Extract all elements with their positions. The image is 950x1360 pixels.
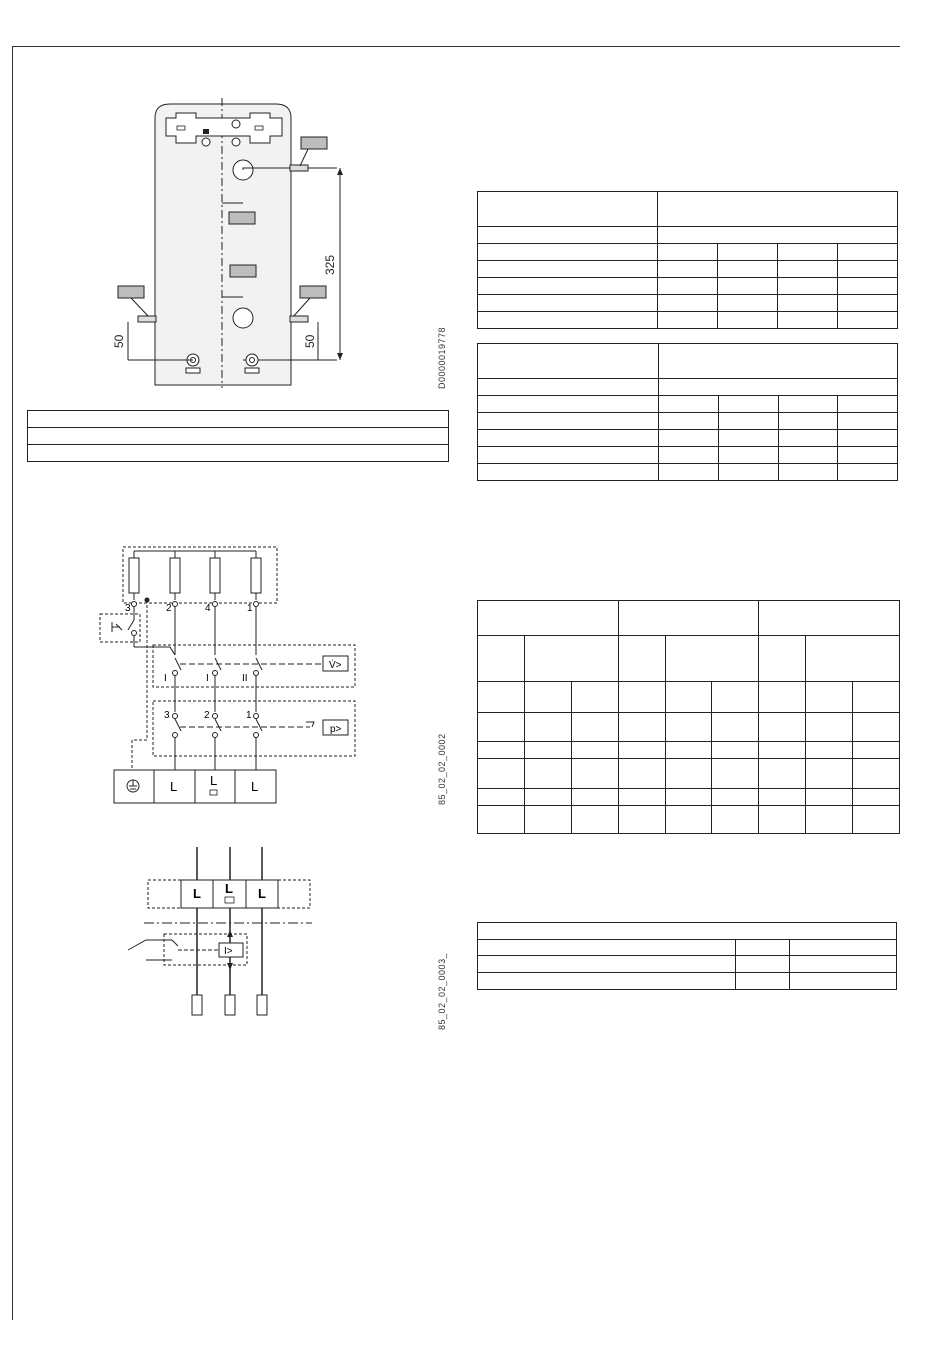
cutout-number: 3 xyxy=(164,710,170,721)
table-cell xyxy=(759,713,806,742)
table-cell xyxy=(853,806,900,834)
page-frame-top xyxy=(12,46,900,47)
table-cell xyxy=(478,413,659,430)
table-cell xyxy=(806,759,853,789)
table-cell xyxy=(658,295,718,312)
table-cell xyxy=(665,789,712,806)
table-header-cell xyxy=(524,636,618,682)
table-cell xyxy=(853,759,900,789)
table-cell xyxy=(838,396,898,413)
table-cell xyxy=(806,713,853,742)
terminal-label: L xyxy=(170,779,178,794)
table-cell xyxy=(659,464,719,481)
table-cell xyxy=(718,278,778,295)
bracket-screw-left xyxy=(202,138,210,146)
table-cell xyxy=(838,413,898,430)
relay-label: I> xyxy=(224,946,233,957)
table-cell xyxy=(853,742,900,759)
table-cell xyxy=(665,806,712,834)
pressure-switch-label: p> xyxy=(330,724,342,735)
table-cell xyxy=(712,759,759,789)
table-cell xyxy=(478,464,659,481)
table-cell xyxy=(478,940,736,956)
terminal-number: 3 xyxy=(125,603,131,614)
table-cell xyxy=(618,682,665,713)
label-box-right xyxy=(300,286,326,298)
table-header-cell xyxy=(618,601,759,636)
table-cell xyxy=(658,227,898,244)
table-cell xyxy=(778,430,838,447)
table-cell xyxy=(838,430,898,447)
table-cell xyxy=(658,278,718,295)
table-cell xyxy=(736,973,790,990)
table-cell xyxy=(571,789,618,806)
table-cell xyxy=(571,806,618,834)
table-cell xyxy=(478,312,658,329)
table-cell xyxy=(524,742,571,759)
spec-table-1 xyxy=(477,191,898,329)
table-cell xyxy=(718,312,778,329)
table-cell xyxy=(665,759,712,789)
terminal-label: L xyxy=(258,886,266,901)
table-cell xyxy=(618,759,665,789)
table-header-cell xyxy=(478,344,659,379)
terminal-label: L xyxy=(210,773,218,788)
table-cell xyxy=(658,312,718,329)
table-cell xyxy=(759,759,806,789)
load-shedding-diagram xyxy=(122,843,318,1018)
page-frame-left xyxy=(12,46,13,1320)
table-cell xyxy=(736,956,790,973)
pipe-right-upper xyxy=(290,165,308,171)
switch-label: II xyxy=(242,673,248,684)
table-cell xyxy=(618,806,665,834)
table-cell xyxy=(790,973,897,990)
table-cell xyxy=(718,244,778,261)
label-box-centre-lower xyxy=(230,265,256,277)
table-cell xyxy=(478,682,525,713)
table-header-cell xyxy=(658,192,898,227)
table-cell xyxy=(524,806,571,834)
heating-element-housing xyxy=(123,547,277,603)
table-cell xyxy=(28,411,449,428)
table-cell xyxy=(718,295,778,312)
table-cell xyxy=(478,806,525,834)
pipe-right-lower xyxy=(290,316,308,322)
table-cell xyxy=(778,312,838,329)
table-cell xyxy=(718,464,778,481)
table-cell xyxy=(571,682,618,713)
table-cell xyxy=(718,430,778,447)
table-cell xyxy=(718,447,778,464)
table-cell xyxy=(790,956,897,973)
table-header-cell xyxy=(759,636,806,682)
label-box-top-right xyxy=(301,137,327,149)
table-cell xyxy=(759,806,806,834)
table-cell xyxy=(806,789,853,806)
table-cell xyxy=(838,261,898,278)
switch-label: I xyxy=(206,673,209,684)
terminal-number: 1 xyxy=(247,603,253,614)
bracket-screw-top xyxy=(232,120,240,128)
label-box-left xyxy=(118,286,144,298)
table-cell xyxy=(838,464,898,481)
spec-table-4 xyxy=(477,922,897,990)
table-cell xyxy=(478,447,659,464)
table-cell xyxy=(478,430,659,447)
table-cell xyxy=(478,379,659,396)
table-cell xyxy=(806,682,853,713)
table-header-cell xyxy=(659,344,898,379)
spec-table-2 xyxy=(477,343,898,481)
table-cell xyxy=(718,413,778,430)
table-header-cell xyxy=(478,601,619,636)
table-header-cell xyxy=(478,192,658,227)
table-header-cell xyxy=(618,636,665,682)
dimension-50-right: 50 xyxy=(303,334,317,348)
figure-code-wiring: 85_02_02_0002 xyxy=(437,733,447,805)
table-cell xyxy=(478,742,525,759)
table-cell xyxy=(571,742,618,759)
table-header-cell xyxy=(665,636,759,682)
bracket-screw-right xyxy=(232,138,240,146)
table-header-cell xyxy=(478,923,897,940)
table-cell xyxy=(853,789,900,806)
table-cell xyxy=(478,396,659,413)
dimension-key-table xyxy=(27,410,449,462)
table-cell xyxy=(712,742,759,759)
table-cell xyxy=(759,789,806,806)
table-cell xyxy=(478,227,658,244)
terminal-number: 2 xyxy=(166,603,172,614)
table-cell xyxy=(524,759,571,789)
appliance-outline xyxy=(155,104,291,385)
spec-table-3 xyxy=(477,600,900,834)
table-cell xyxy=(778,464,838,481)
table-cell xyxy=(718,396,778,413)
terminal-number: 4 xyxy=(205,603,211,614)
table-header-cell xyxy=(478,636,525,682)
table-cell xyxy=(618,789,665,806)
table-cell xyxy=(478,261,658,278)
table-cell xyxy=(618,713,665,742)
table-cell xyxy=(806,806,853,834)
table-cell xyxy=(778,244,838,261)
table-cell xyxy=(524,682,571,713)
table-cell xyxy=(778,261,838,278)
flow-switch-label: V̇> xyxy=(329,660,342,671)
dimension-drawing xyxy=(100,95,360,395)
table-cell xyxy=(659,447,719,464)
dimension-325: 325 xyxy=(323,254,337,275)
table-cell xyxy=(712,713,759,742)
table-cell xyxy=(658,244,718,261)
table-cell xyxy=(838,295,898,312)
terminal-label: L xyxy=(193,886,201,901)
table-cell xyxy=(778,278,838,295)
terminal-label: L xyxy=(225,881,233,896)
wiring-diagram xyxy=(98,542,360,808)
table-cell xyxy=(790,940,897,956)
label-box-centre-upper xyxy=(229,212,255,224)
table-cell xyxy=(712,789,759,806)
table-cell xyxy=(28,428,449,445)
figure-code-dimension: D0000019778 xyxy=(437,326,447,389)
figure-code-load-shedding: 85_02_02_0003_ xyxy=(437,952,447,1030)
table-cell xyxy=(665,742,712,759)
table-cell xyxy=(659,379,898,396)
table-cell xyxy=(478,789,525,806)
table-cell xyxy=(736,940,790,956)
table-cell xyxy=(659,396,719,413)
table-cell xyxy=(838,312,898,329)
table-cell xyxy=(759,742,806,759)
table-cell xyxy=(571,759,618,789)
table-cell xyxy=(778,447,838,464)
pipe-left xyxy=(138,316,156,322)
table-cell xyxy=(838,447,898,464)
cutout-number: 2 xyxy=(204,710,210,721)
table-cell xyxy=(712,806,759,834)
table-cell xyxy=(806,742,853,759)
table-cell xyxy=(838,244,898,261)
table-cell xyxy=(778,413,838,430)
table-cell xyxy=(838,278,898,295)
table-cell xyxy=(524,713,571,742)
table-cell xyxy=(659,430,719,447)
table-header-cell xyxy=(806,636,900,682)
table-cell xyxy=(478,713,525,742)
switch-label: I xyxy=(164,673,167,684)
table-cell xyxy=(571,713,618,742)
table-cell xyxy=(712,682,759,713)
table-cell xyxy=(478,295,658,312)
table-cell xyxy=(853,713,900,742)
fuses xyxy=(192,995,267,1015)
table-cell xyxy=(659,413,719,430)
table-header-cell xyxy=(759,601,900,636)
dimension-50-left: 50 xyxy=(112,334,126,348)
table-cell xyxy=(658,261,718,278)
table-cell xyxy=(478,956,736,973)
cutout-number: 1 xyxy=(246,710,252,721)
table-cell xyxy=(28,445,449,462)
table-cell xyxy=(478,278,658,295)
table-cell xyxy=(618,742,665,759)
table-cell xyxy=(665,713,712,742)
table-cell xyxy=(718,261,778,278)
table-cell xyxy=(853,682,900,713)
table-cell xyxy=(778,396,838,413)
terminal-label: L xyxy=(251,779,259,794)
table-cell xyxy=(759,682,806,713)
lower-opening xyxy=(233,308,253,328)
table-cell xyxy=(524,789,571,806)
table-cell xyxy=(478,973,736,990)
table-cell xyxy=(478,244,658,261)
table-cell xyxy=(778,295,838,312)
heating-elements xyxy=(129,551,261,600)
table-cell xyxy=(665,682,712,713)
table-cell xyxy=(478,759,525,789)
